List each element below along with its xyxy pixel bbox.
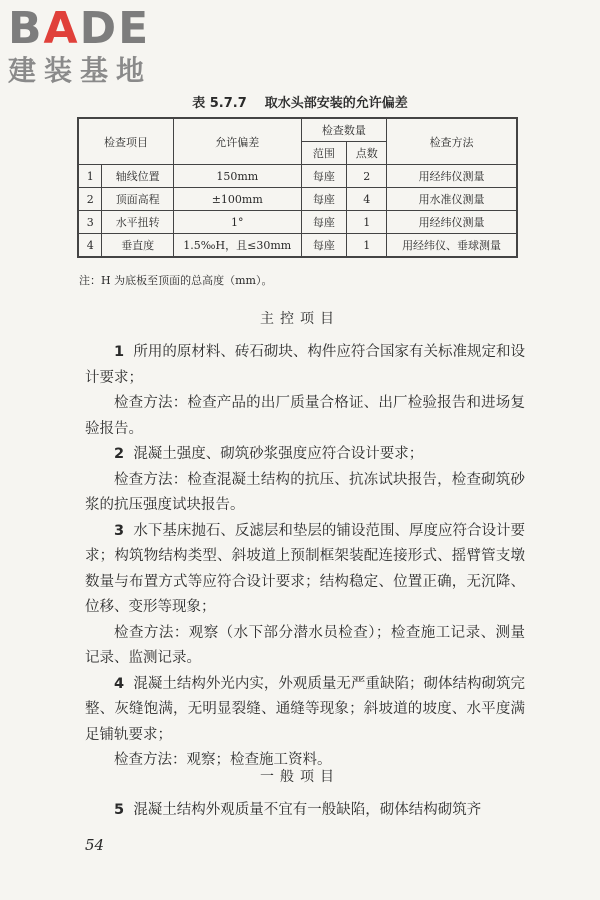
header-method: 检查方法 [387, 118, 517, 165]
main-items [85, 340, 525, 774]
header-points: 点数 [347, 142, 387, 165]
table-row: 1 轴线位置 150mm 每座 2 用经纬仪测量 [78, 165, 517, 188]
table-caption [0, 92, 600, 111]
header-item: 检查项目 [78, 118, 174, 165]
table-row: 2 顶面高程 ±100mm 每座 4 用水准仪测量 [78, 188, 517, 211]
clause-3: 3 水下基床抛石、反滤层和垫层的铺设范围、厚度应符合设计要求；构筑物结构类型、斜坡道上预制框架装配连接形式、摇臂管支墩数量与布置方式等应符合设计要求；结构稳定、位置正确，无沉降、位移、变形等现象； [85, 522, 525, 615]
logo-text: BADE [8, 3, 151, 54]
table-title: 取水头部安装的允许偏差 [264, 96, 408, 111]
main-section-heading: 主控项目 [260, 311, 340, 327]
table-number: 表 5.7.7 [192, 96, 247, 111]
header-quantity: 检查数量 [301, 118, 387, 142]
page-number: 54 [85, 836, 105, 854]
general-items [85, 798, 525, 824]
clause-1-method: 检查方法：检查产品的出厂质量合格证、出厂检验报告和进场复验报告。 [85, 395, 525, 437]
tolerance-table [77, 117, 518, 258]
table-row: 4 垂直度 1.5‰H，且≤30mm 每座 1 用经纬仪、垂球测量 [78, 234, 517, 258]
clause-5: 5 混凝土结构外观质量不宜有一般缺陷，砌体结构砌筑齐 [114, 802, 482, 818]
clause-2-method: 检查方法：检查混凝土结构的抗压、抗冻试块报告，检查砌筑砂浆的抗压强度试块报告。 [85, 471, 525, 513]
clause-1: 1 所用的原材料、砖石砌块、构件应符合国家有关标准规定和设计要求； [85, 344, 525, 386]
watermark-logo [8, 3, 153, 88]
clause-3-method: 检查方法：观察（水下部分潜水员检查）；检查施工记录、测量记录、监测记录。 [85, 624, 525, 666]
header-range: 范围 [301, 142, 347, 165]
clause-2: 2 混凝土强度、砌筑砂浆强度应符合设计要求； [114, 446, 424, 462]
logo-subtitle: 建装基地 [8, 54, 153, 87]
clause-4-method: 检查方法：观察；检查施工资料。 [114, 752, 332, 768]
general-section-heading: 一般项目 [260, 769, 340, 785]
table-note: 注：H 为底板至顶面的总高度（mm）。 [79, 274, 273, 287]
clause-4: 4 混凝土结构外光内实，外观质量无严重缺陷；砌体结构砌筑完整、灰缝饱满，无明显裂缝、通缝等现象；斜坡道的坡度、水平度满足铺轨要求； [85, 675, 525, 743]
table-row: 3 水平扭转 1° 每座 1 用经纬仪测量 [78, 211, 517, 234]
header-tolerance: 允许偏差 [174, 118, 302, 165]
